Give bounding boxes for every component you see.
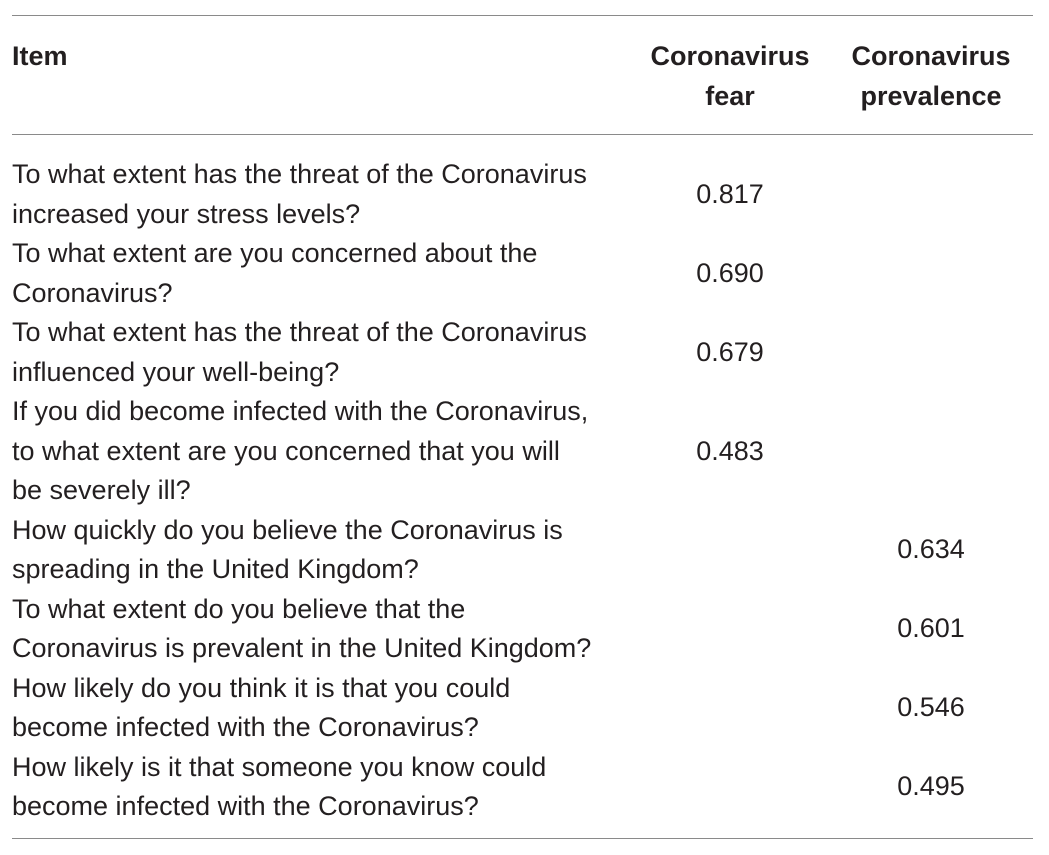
fear-loading: 0.483 [696,435,764,466]
prevalence-loading [836,313,1026,392]
prevalence-loading: 0.546 [897,692,965,723]
item-text: How likely is it that someone you know could become infected with the Coronavirus? [12,751,547,821]
header-prevalence-line1: Coronavirus [851,41,1011,71]
table-row [0,511,1049,590]
table-row [0,748,1049,827]
item-text: If you did become infected with the Coronavirus, to what extent are you concerned that you will be severely ill? [12,396,589,505]
header-fear-line2: fear [705,81,755,111]
item-text: How quickly do you believe the Coronavirus is spreading in the United Kingdom? [12,514,563,584]
fear-loading [635,669,825,748]
fear-loading [635,590,825,669]
table-row [0,155,1049,234]
item-text: To what extent has the threat of the Coronavirus increased your stress levels? [12,159,587,229]
fear-loading [635,748,825,827]
table-row [0,392,1049,511]
prevalence-loading [836,155,1026,234]
table-top-rule [12,15,1033,16]
prevalence-loading [836,392,1026,511]
fear-loading: 0.817 [696,178,764,209]
table-header-rule [12,134,1033,135]
table-row [0,669,1049,748]
item-text: To what extent has the threat of the Coronavirus influenced your well-being? [12,317,587,387]
prevalence-loading: 0.634 [897,534,965,565]
fear-loading: 0.679 [696,336,764,367]
fear-loading: 0.690 [696,257,764,288]
prevalence-loading [836,234,1026,313]
header-prevalence-line2: prevalence [860,81,1002,111]
item-text: How likely do you think it is that you could become infected with the Coronavirus? [12,672,511,742]
prevalence-loading: 0.601 [897,613,965,644]
table-bottom-rule [12,838,1033,839]
table-row [0,234,1049,313]
item-text: To what extent do you believe that the Coronavirus is prevalent in the United Kingdom? [12,593,592,663]
table-row [0,590,1049,669]
prevalence-loading: 0.495 [897,771,965,802]
table-row [0,313,1049,392]
table-body [0,155,1049,827]
header-fear-line1: Coronavirus [650,41,810,71]
header-coronavirus-fear [635,36,825,116]
header-item: Item [12,41,68,71]
item-text: To what extent are you concerned about the Coronavirus? [12,238,538,308]
header-coronavirus-prevalence [836,36,1026,116]
fear-loading [635,511,825,590]
